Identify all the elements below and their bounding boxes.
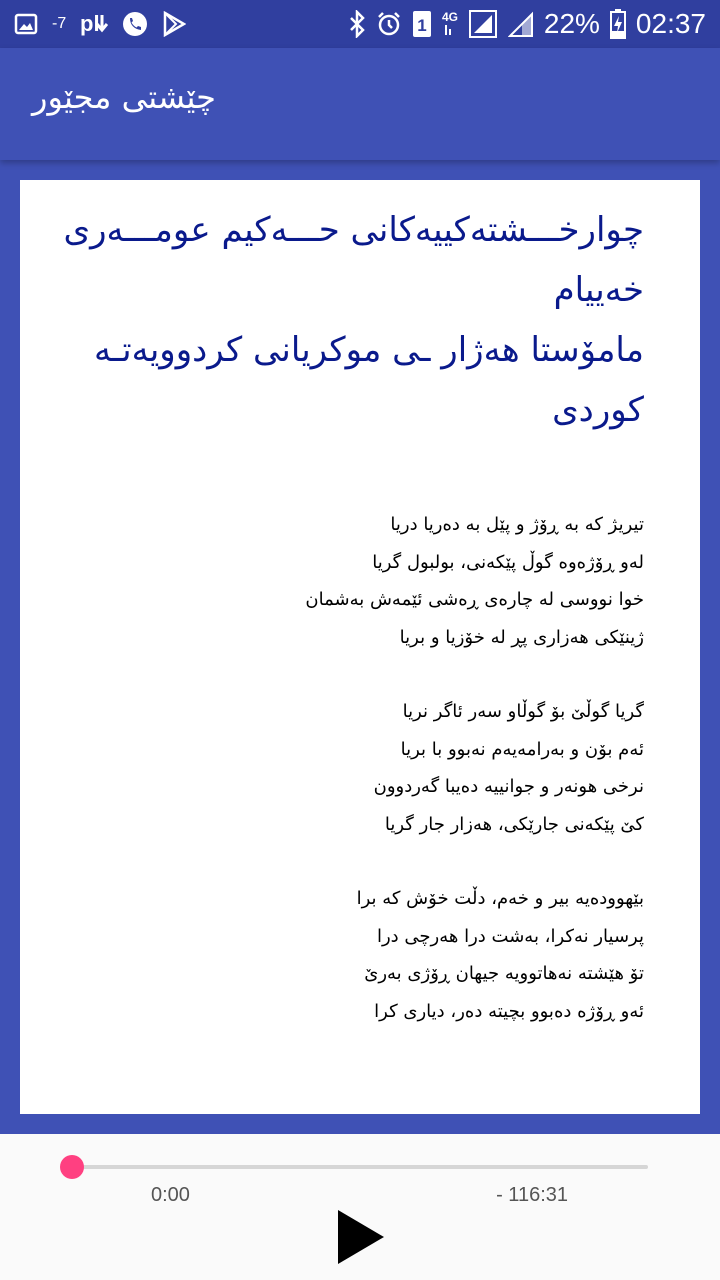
verse-line: تیریژ کە بە ڕۆژ و پێل بە دەریا دریا xyxy=(390,514,644,535)
stanza xyxy=(44,506,644,656)
app-title: چێشتی مجێور xyxy=(32,78,216,116)
heading-line: چوارخـــشتەکییەکانی حـــەکیم عومـــەری xyxy=(63,210,644,250)
verse-line: کێ پێکەنی جارێکی، هەزار جار گریا xyxy=(384,813,644,835)
seek-thumb[interactable] xyxy=(60,1155,84,1179)
signal-strength-label: -7 xyxy=(52,15,67,32)
verse-line: خوا نووسی لە چارەی ڕەشی ئێمەش بەشمان xyxy=(305,589,644,610)
stanza xyxy=(44,880,644,1030)
remaining-time: - 116:31 xyxy=(496,1184,568,1206)
sim-card-icon xyxy=(412,9,432,39)
pl-download-icon xyxy=(80,9,108,39)
verse-line: ئەم بۆن و بەرامەیەم نەبوو با بریا xyxy=(400,738,644,760)
seek-bar[interactable] xyxy=(72,1165,648,1169)
poem-heading xyxy=(54,200,644,440)
status-bar-notifications xyxy=(14,8,186,40)
status-bar xyxy=(0,0,720,48)
sim-number: 1 xyxy=(417,16,427,35)
verse-line: لەو ڕۆژەوە گوڵ پێکەنی، بولبول گریا xyxy=(372,551,644,573)
heading-line: کوردی xyxy=(552,390,644,430)
battery-percent: 22% xyxy=(543,8,600,39)
audio-player xyxy=(0,1134,720,1280)
verse-line: ئەو ڕۆژە دەبوو بچیتە دەر، دیاری کرا xyxy=(374,1000,644,1022)
verse-line: ژینێکی هەزاری پڕ لە خۆزیا و بریا xyxy=(399,626,644,648)
app-bar xyxy=(0,48,720,160)
play-button[interactable] xyxy=(336,1208,386,1266)
battery-charging-icon xyxy=(610,9,626,39)
cell-signal-icon xyxy=(508,9,534,39)
clock: 02:37 xyxy=(635,8,706,39)
verse-line: تۆ هێشتە نەهاتوویە جیهان ڕۆژی بەرێ xyxy=(364,963,644,984)
play-store-icon xyxy=(162,9,186,39)
verse-line: پرسیار نەکرا، بەشت درا هەرچی درا xyxy=(376,925,644,947)
content-card[interactable] xyxy=(20,180,700,1114)
bluetooth-icon xyxy=(348,9,366,39)
heading-line: مامۆستا هەژار ـی موکریانی کردوویەتـە xyxy=(93,330,644,370)
poem-body xyxy=(44,506,644,1067)
lte-signal-icon xyxy=(442,9,498,39)
status-bar-system xyxy=(348,8,706,40)
phone-call-icon xyxy=(122,9,148,39)
alarm-icon xyxy=(376,9,402,39)
gallery-icon xyxy=(14,9,38,39)
heading-line: خەییام xyxy=(553,270,644,310)
verse-line: بێهوودەیە بیر و خەم، دڵت خۆش کە برا xyxy=(356,888,644,909)
elapsed-time: 0:00 xyxy=(151,1184,190,1206)
verse-line: گریا گوڵێ بۆ گوڵاو سەر ئاگر نریا xyxy=(402,701,644,722)
network-type-label: 4G xyxy=(441,10,458,24)
svg-text:pl: pl xyxy=(80,11,100,36)
stanza xyxy=(44,693,644,843)
play-icon xyxy=(336,1208,386,1266)
verse-line: نرخی هونەر و جوانییە دەیبا گەردوون xyxy=(373,776,644,797)
